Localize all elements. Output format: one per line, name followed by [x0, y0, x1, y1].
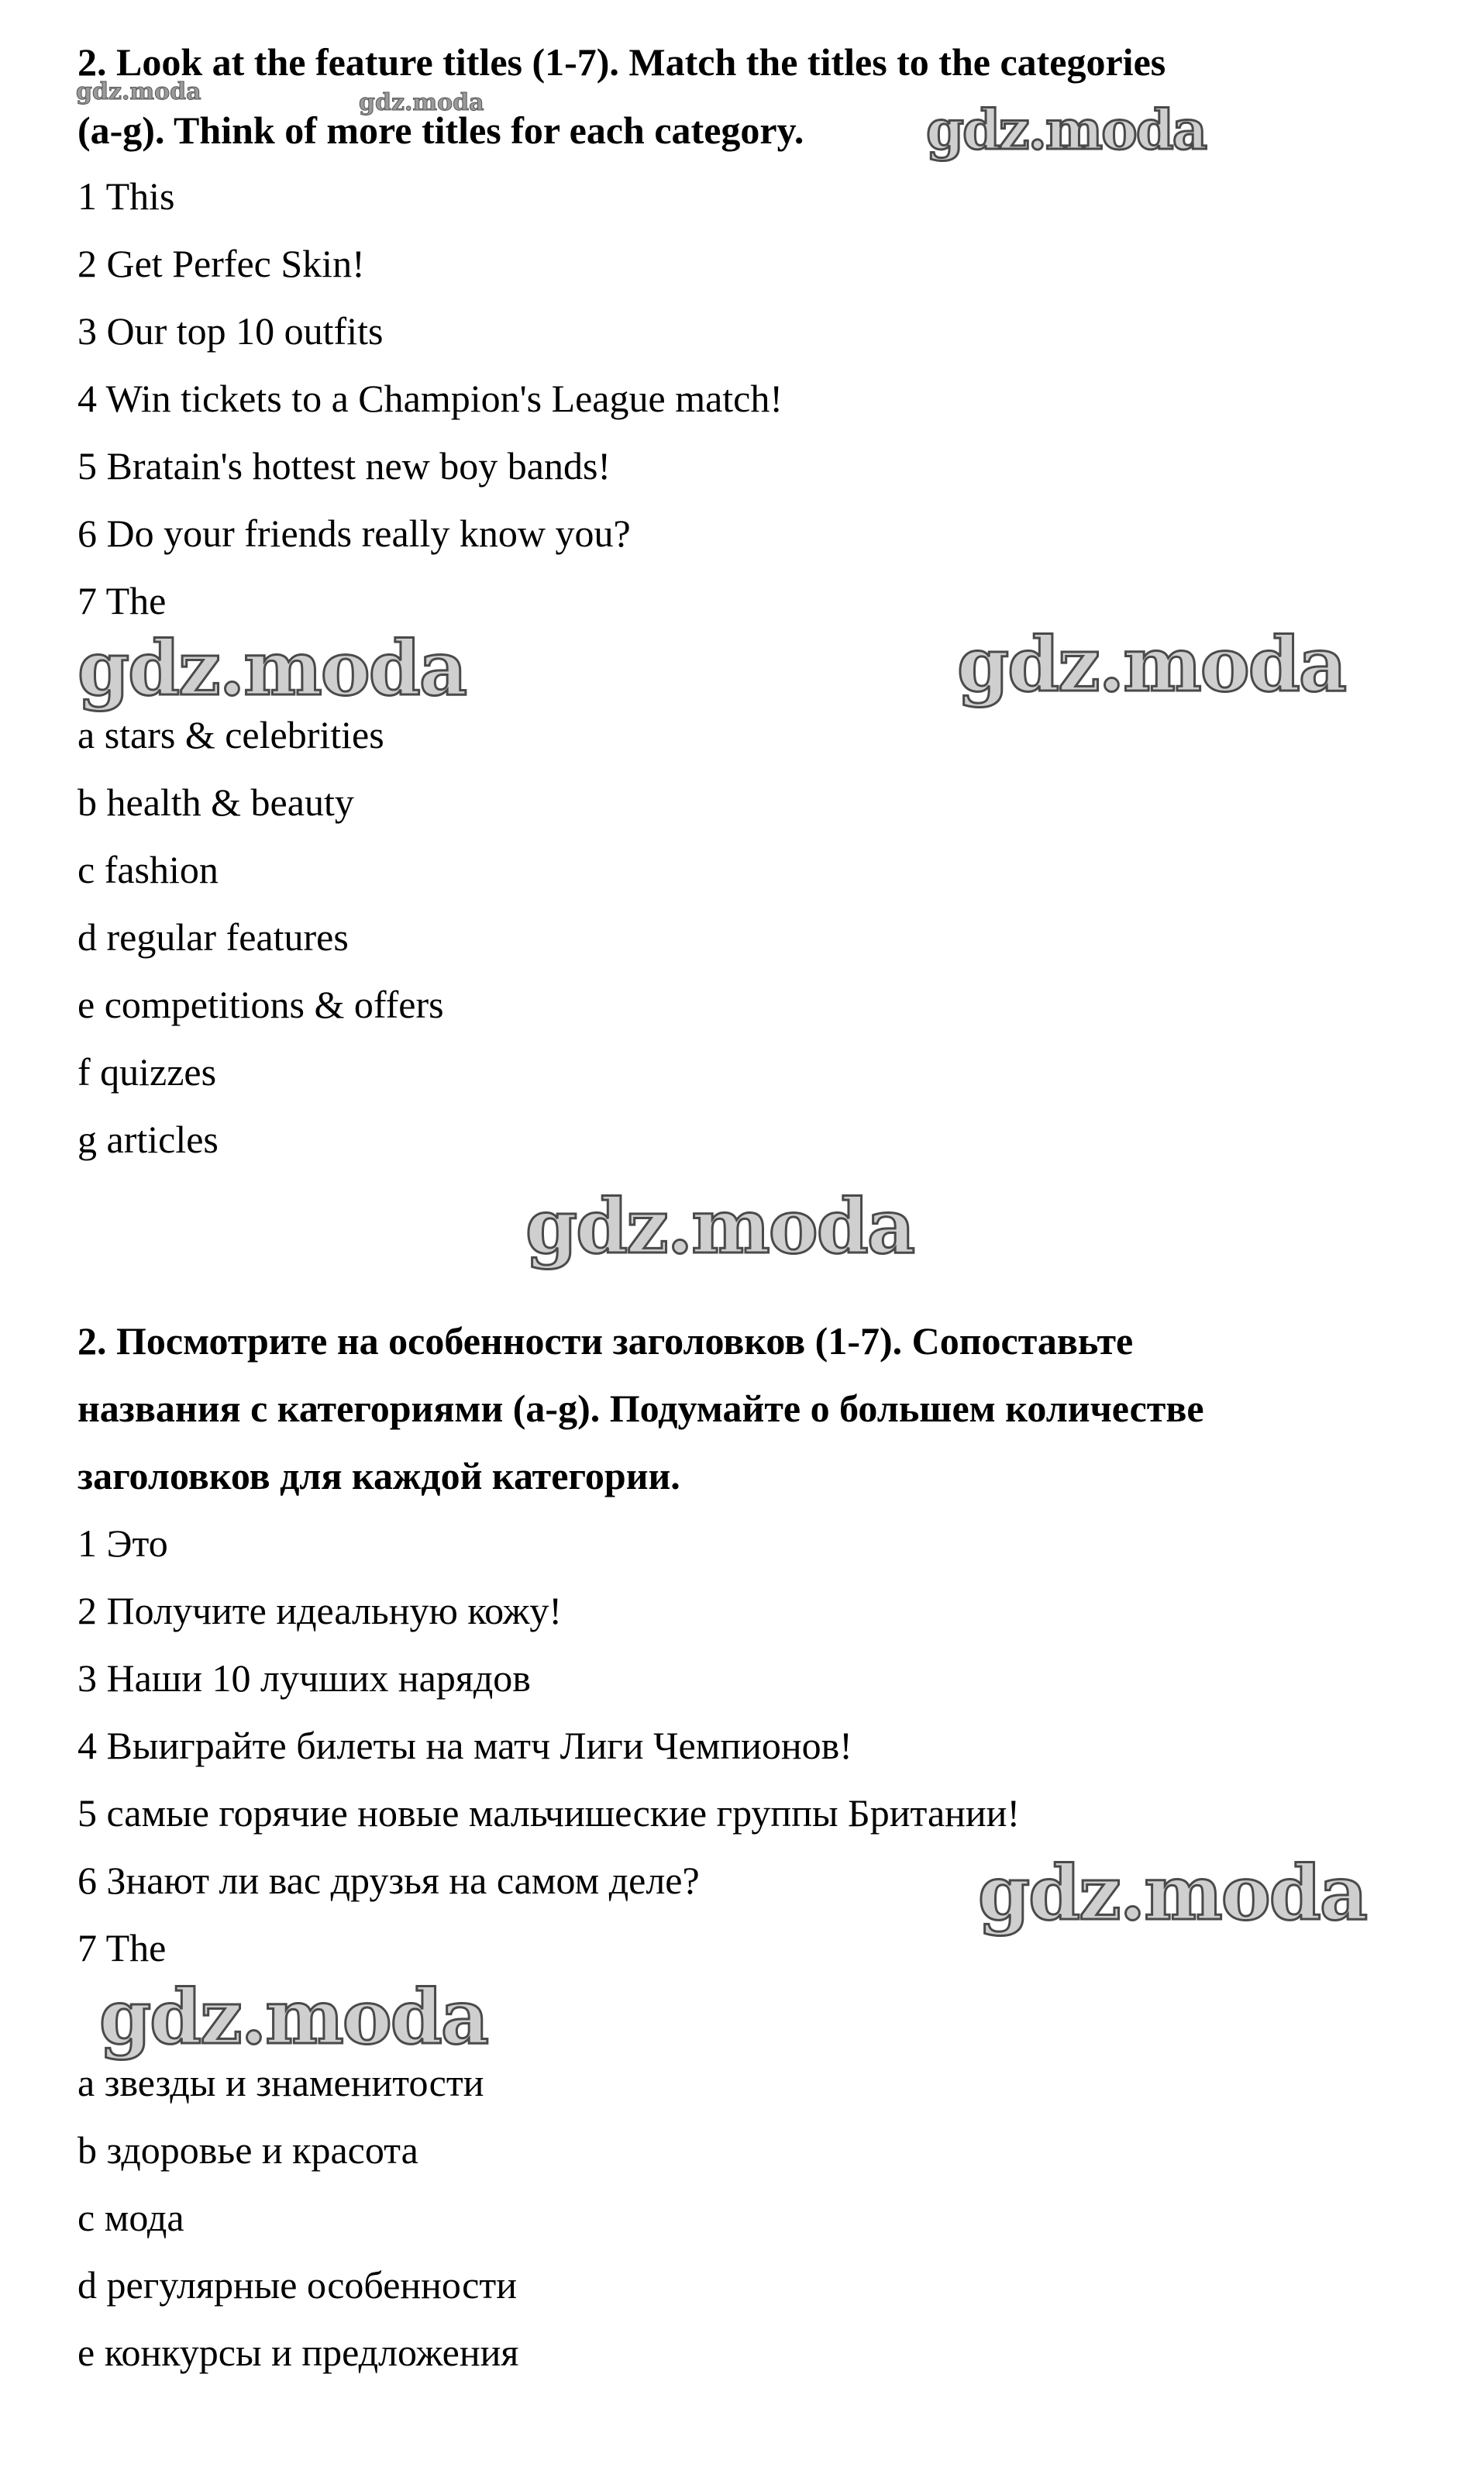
- english-category-d: d regular features: [77, 915, 349, 959]
- russian-title-3: 3 Наши 10 лучших нарядов: [77, 1656, 531, 1700]
- english-category-f: f quizzes: [77, 1050, 217, 1094]
- english-title-6: 6 Do your friends really know you?: [77, 512, 631, 555]
- watermark-right-2: gdz.moda: [978, 1849, 1367, 1937]
- watermark-right-1: gdz.moda: [957, 621, 1346, 708]
- watermark-header: gdz.moda: [926, 98, 1207, 162]
- english-title-4: 4 Win tickets to a Champion's League match!: [77, 377, 783, 420]
- russian-title-5: 5 самые горячие новые мальчишеские группы Британии!: [77, 1791, 1021, 1835]
- watermark-small-1: gdz.moda: [76, 78, 201, 105]
- russian-heading-line-2: названия с категориями (a-g). Подумайте о большем количестве: [77, 1387, 1204, 1430]
- english-title-3: 3 Our top 10 outfits: [77, 309, 384, 353]
- russian-category-a: a звезды и знаменитости: [77, 2061, 484, 2104]
- russian-heading-line-1: 2. Посмотрите на особенности заголовков (1-7). Сопоставьте: [77, 1319, 1134, 1363]
- watermark-small-2: gdz.moda: [359, 89, 484, 116]
- english-title-1: 1 This: [77, 174, 175, 218]
- english-title-5: 5 Bratain's hottest new boy bands!: [77, 444, 611, 488]
- english-title-2: 2 Get Perfec Skin!: [77, 242, 365, 285]
- english-category-b: b health & beauty: [77, 780, 354, 824]
- russian-title-4: 4 Выиграйте билеты на матч Лиги Чемпионов!: [77, 1724, 852, 1767]
- watermark-center: gdz.moda: [525, 1183, 914, 1270]
- russian-category-e: e конкурсы и предложения: [77, 2331, 519, 2374]
- english-category-c: c fashion: [77, 848, 219, 891]
- russian-category-d: d регулярные особенности: [77, 2263, 517, 2307]
- russian-title-1: 1 Это: [77, 1521, 168, 1565]
- russian-category-c: c мода: [77, 2196, 184, 2239]
- watermark-left-2: gdz.moda: [99, 1973, 488, 2061]
- russian-title-6: 6 Знают ли вас друзья на самом деле?: [77, 1859, 700, 1902]
- english-heading-line-2: (a-g). Think of more titles for each category.: [77, 109, 804, 152]
- russian-title-7: 7 The: [77, 1926, 167, 1969]
- english-category-a: a stars & celebrities: [77, 713, 384, 756]
- english-title-7: 7 The: [77, 579, 167, 622]
- english-category-g: g articles: [77, 1118, 219, 1161]
- watermark-left-1: gdz.moda: [77, 625, 467, 712]
- english-category-e: e competitions & offers: [77, 983, 444, 1026]
- russian-category-b: b здоровье и красота: [77, 2128, 418, 2172]
- english-heading-line-1: 2. Look at the feature titles (1-7). Match the titles to the categories: [77, 40, 1166, 84]
- russian-heading-line-3: заголовков для каждой категории.: [77, 1454, 680, 1497]
- russian-title-2: 2 Получите идеальную кожу!: [77, 1589, 563, 1632]
